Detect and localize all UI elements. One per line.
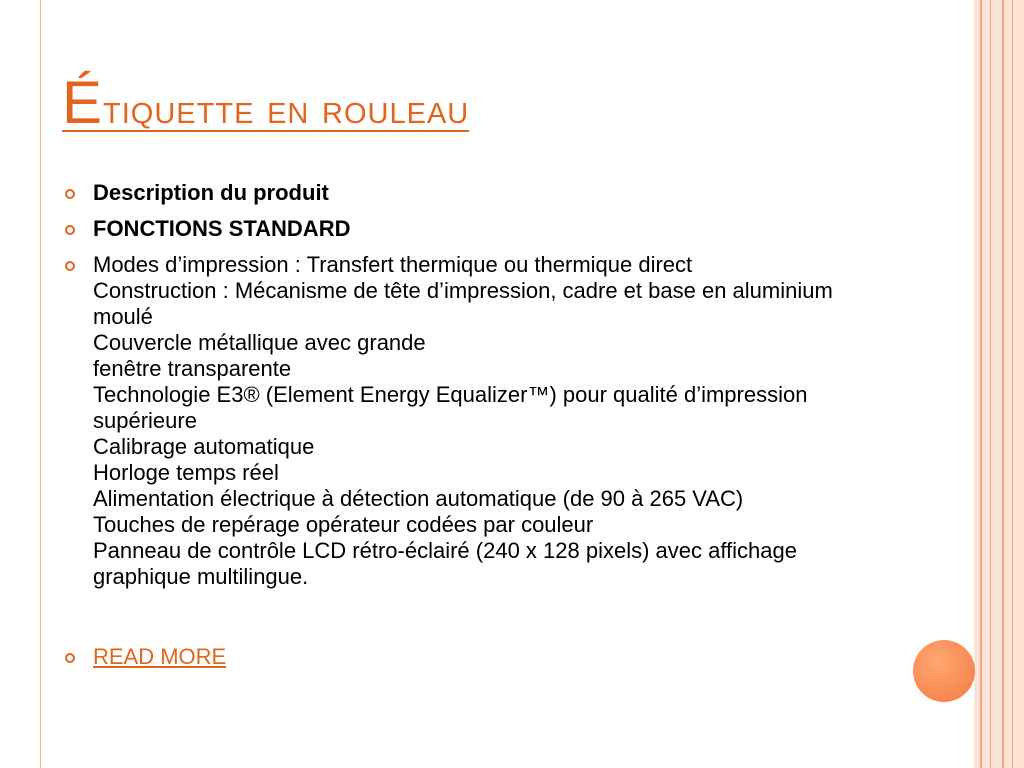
bullet-item: [62, 180, 882, 206]
bullet-icon: [65, 225, 75, 235]
feature-line: Couvercle métallique avec grande: [93, 330, 426, 355]
description-heading: Description du produit: [93, 180, 329, 205]
read-more-item: [62, 644, 882, 670]
feature-line: Touches de repérage opérateur codées par couleur: [93, 512, 594, 537]
title-rest: tiquette en rouleau: [103, 85, 470, 132]
slide-title: [62, 68, 469, 137]
feature-line: Alimentation électrique à détection automatique (de 90 à 265 VAC): [93, 486, 744, 511]
bullet-item: [62, 216, 882, 242]
feature-line: Calibrage automatique: [93, 434, 315, 459]
slide-content: [62, 180, 882, 680]
feature-line: Construction : Mécanisme de tête d’impression, cadre et base en aluminium moulé: [93, 278, 833, 329]
bullet-icon: [65, 653, 75, 663]
stripe: [1002, 0, 1004, 768]
stripe: [990, 0, 991, 768]
standard-heading: FONCTIONS STANDARD: [93, 216, 351, 241]
bullet-icon: [65, 189, 75, 199]
stripe: [1012, 0, 1013, 768]
stripe: [980, 0, 982, 768]
title-first-letter: É: [62, 69, 104, 136]
spacer: [62, 600, 882, 644]
bullet-icon: [65, 261, 75, 271]
read-more-link[interactable]: READ MORE: [93, 644, 227, 669]
feature-line: fenêtre transparente: [93, 356, 292, 381]
feature-line: Panneau de contrôle LCD rétro-éclairé (240 x 128 pixels) avec affichage graphique multilingue.: [93, 538, 797, 589]
feature-line: Modes d’impression : Transfert thermique ou thermique direct: [93, 252, 693, 277]
feature-line: Horloge temps réel: [93, 460, 279, 485]
decorative-stripes: [974, 0, 1024, 768]
decorative-circle: [913, 640, 975, 702]
features-bullet: [62, 252, 882, 590]
feature-line: Technologie E3® (Element Energy Equalizer™) pour qualité d’impression supérieure: [93, 382, 808, 433]
